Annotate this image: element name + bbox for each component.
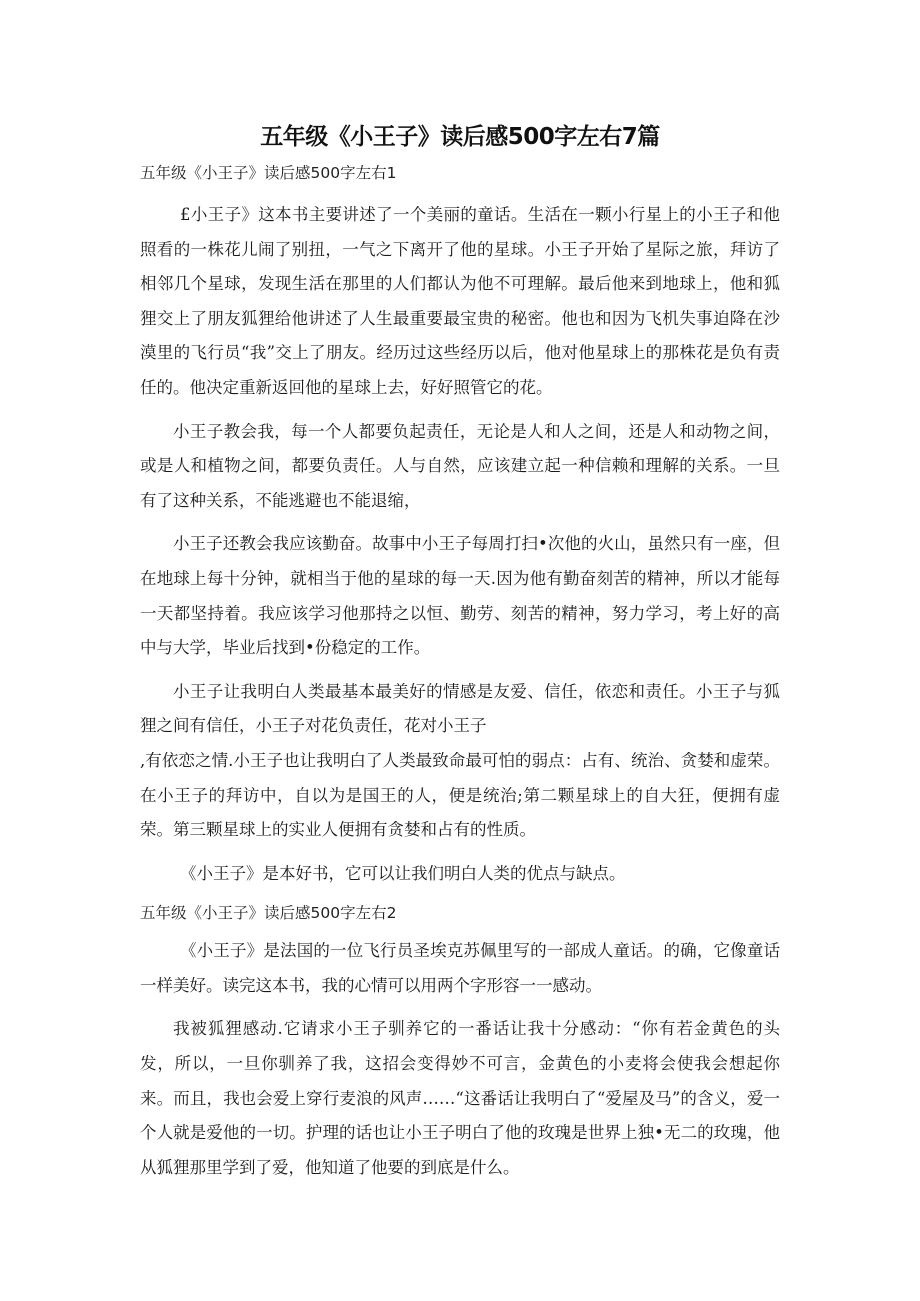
paragraph: 《小王子》是本好书，它可以让我们明白人类的优点与缺点。 xyxy=(180,863,626,883)
paragraph-continuation: ,有依恋之情.小王子也让我明白了人类最致命最可怕的弱点：占有、统治、贪婪和虚荣。在小王子的拜访中，自以为是国王的人，便是统治;第二颗星球上的自大狂，便拥有虚荣。第三颗星球上的实业人便拥有贪婪和占有的性质。 xyxy=(140,750,780,840)
page-title: 五年级《小王子》读后感500字左右7篇 xyxy=(260,124,660,150)
document-body xyxy=(140,160,780,1194)
paragraph: 小王子教会我，每一个人都要负起责任，无论是人和人之间，还是人和动物之间，或是人和植物之间，都要负责任。人与自然，应该建立起一种信赖和理解的关系。一旦有了这种关系，不能逃避也不能退缩， xyxy=(140,421,780,510)
section-heading-2: 五年级《小王子》读后感500字左右2 xyxy=(140,904,397,923)
paragraph: £小王子》这本书主要讲述了一个美丽的童话。生活在一颗小行星上的小王子和他照看的一株花儿闹了别扭，一气之下离开了他的星球。小王子开始了星际之旅，拜访了相邻几个星球，发现生活在那里的人们都认为他不可理解。最后他来到地球上，他和狐狸交上了朋友狐狸给他讲述了人生最重要最宝贵的秘密。他也和因为飞机失事迫降在沙漠里的飞行员“我”交上了朋友。经历过这些经历以后，他对他星球上的那株花是负有责任的。他决定重新返回他的星球上去，好好照管它的花。 xyxy=(140,205,780,397)
paragraph: 小王子还教会我应该勤奋。故事中小王子每周打扫•次他的火山，虽然只有一座，但在地球上每十分钟，就相当于他的星球的每一天.因为他有勤奋刻苦的精神，所以才能每一天都坚持着。我应该学习他那持之以恒、勤劳、刻苦的精神，努力学习，考上好的高中与大学，毕业后找到•份稳定的工作。 xyxy=(140,534,780,658)
paragraph: 小王子让我明白人类最基本最美好的情感是友爱、信任，依恋和责任。小王子与狐狸之间有信任，小王子对花负责任，花对小王子 xyxy=(140,681,780,736)
paragraph: 《小王子》是法国的一位飞行员圣埃克苏佩里写的一部成人童话。的确，它像童话一样美好。读完这本书，我的心情可以用两个字形容一一感动。 xyxy=(140,941,780,995)
paragraph: 我被狐狸感动.它请求小王子驯养它的一番话让我十分感动：“你有若金黄色的头发，所以，一旦你驯养了我，这招会变得妙不可言，金黄色的小麦将会使我会想起你来。而且，我也会爱上穿行麦浪的风声……“这番话让我明白了“爱屋及马”的含义，爱一个人就是爱他的一切。护理的话也让小王子明白了他的玫瑰是世界上独•无二的玫瑰，他从狐狸那里学到了爱，他知道了他要的到底是什么。 xyxy=(140,1019,780,1177)
section-heading-1: 五年级《小王子》读后感500字左右1 xyxy=(140,164,397,182)
